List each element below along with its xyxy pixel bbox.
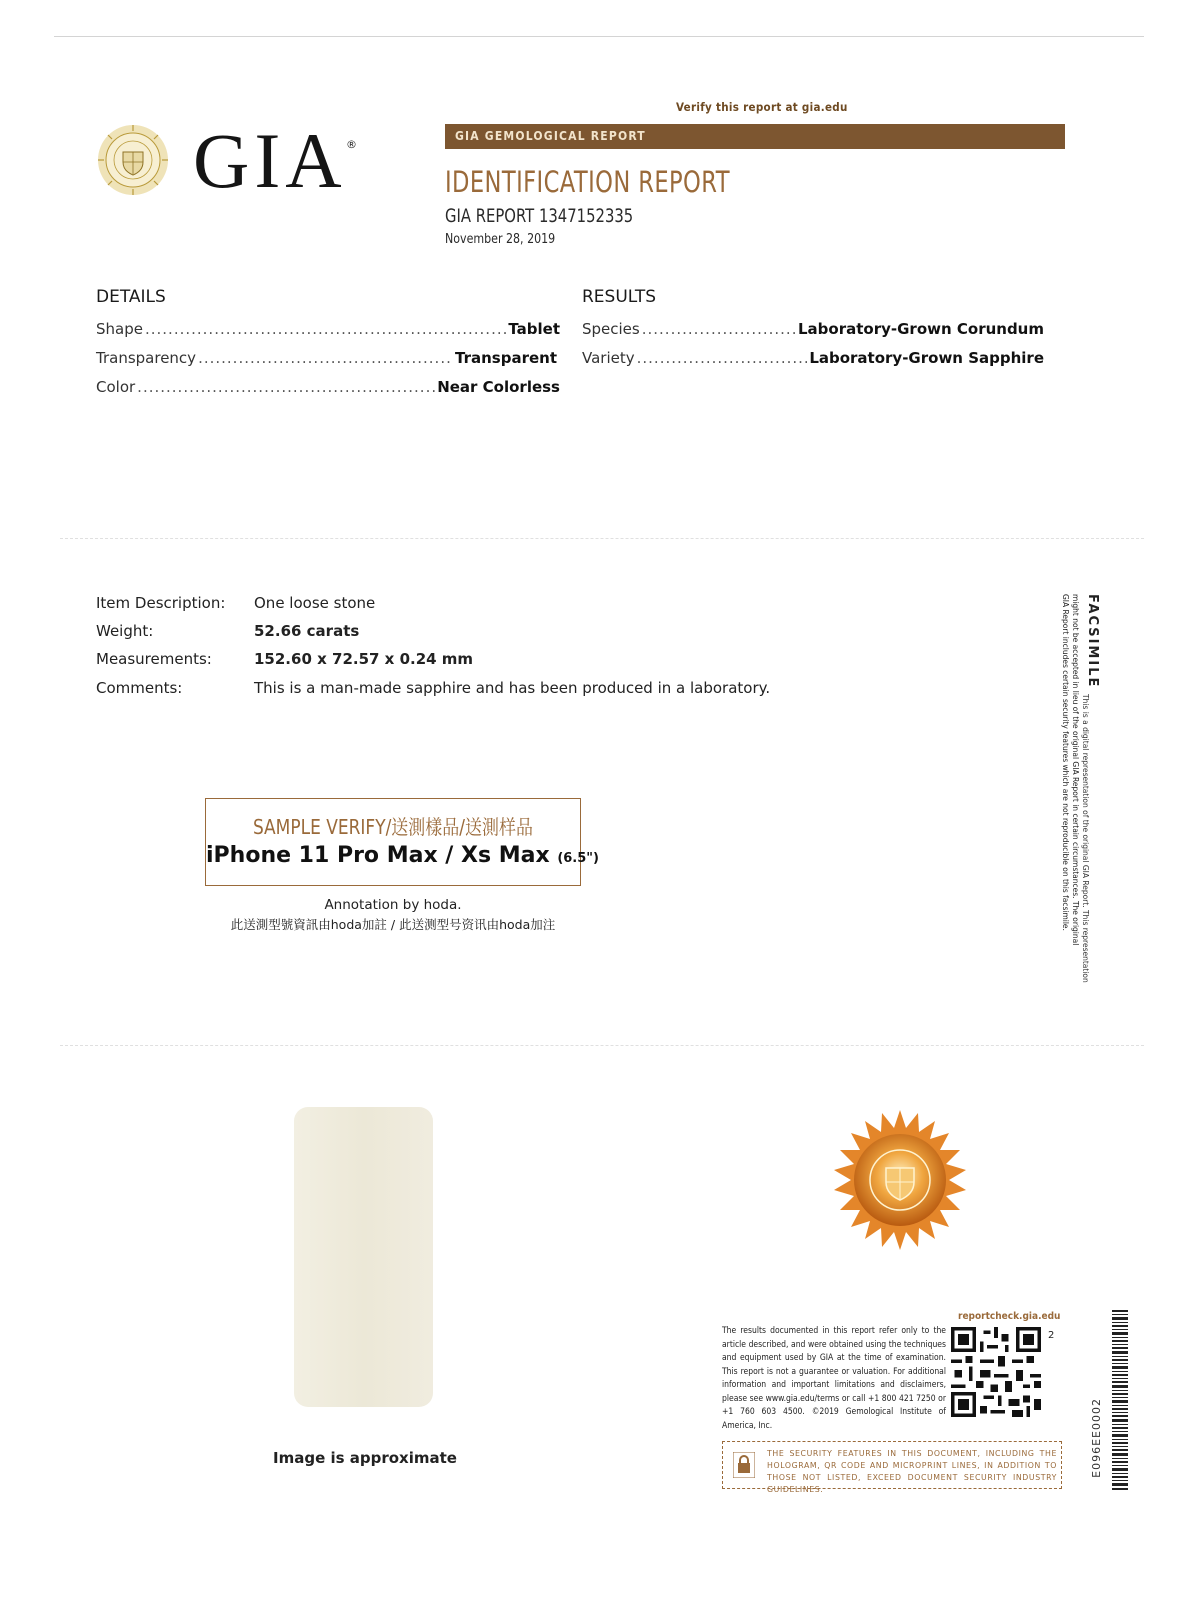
section-divider	[60, 1045, 1144, 1046]
measurements-value: 152.60 x 72.57 x 0.24 mm	[254, 650, 474, 668]
security-text: THE SECURITY FEATURES IN THIS DOCUMENT, INCLUDING THE HOLOGRAM, QR CODE AND MICROPRINT LINES, IN ADDITION TO THOSE NOT LISTED, EXCEED DOCUMENT SECURITY INDUSTRY GUIDELINES.	[767, 1449, 1057, 1494]
sample-device-model	[206, 843, 599, 868]
barcode	[1112, 1310, 1128, 1490]
detail-label: Transparency	[96, 349, 197, 367]
result-value: Laboratory-Grown Sapphire	[809, 349, 1044, 367]
detail-value: Near Colorless	[437, 378, 560, 396]
result-label: Variety	[582, 349, 635, 367]
facsimile-line-3: GIA Report includes certain security features which are not reproducible on this facsimile.	[1061, 594, 1070, 931]
sample-model-name: iPhone 11 Pro Max / Xs Max	[206, 843, 550, 868]
serial-number-text: E096EE0002	[1090, 1398, 1103, 1478]
serial-number	[1090, 1398, 1110, 1478]
facsimile-text	[1060, 594, 1090, 994]
detail-row-transparency	[96, 349, 557, 367]
detail-label: Color	[96, 378, 136, 396]
detail-value: Tablet	[508, 320, 560, 338]
item-description-value: One loose stone	[254, 594, 376, 612]
result-value: Laboratory-Grown Corundum	[797, 320, 1044, 338]
qr-code[interactable]	[951, 1327, 1041, 1417]
facsimile-title: FACSIMILE	[1085, 594, 1100, 689]
comments-label: Comments:	[96, 679, 183, 697]
hologram-seal-icon	[830, 1110, 970, 1250]
gia-logo-text: GIA	[193, 117, 347, 204]
detail-label: Shape	[96, 320, 143, 338]
results-heading: RESULTS	[582, 287, 657, 307]
sample-verify-title: SAMPLE VERIFY/送測樣品/送測样品	[252, 815, 534, 839]
disclaimer-text: The results documented in this report refer only to the article described, and were obtained using the techniques and equipment used by GIA at the time of examination. This report is not a guarantee or valuation. For additional information and important limitations and disclaimers, please see www.gia.edu/terms or call +1 800 421 7250 or +1 760 603 4500. ©2019 Gemological Institute of America, Inc.	[722, 1326, 946, 1431]
image-caption: Image is approximate	[273, 1449, 457, 1467]
measurements-label: Measurements:	[96, 650, 212, 668]
top-rule	[54, 36, 1144, 37]
report-date: November 28, 2019	[445, 232, 556, 247]
report-type-bar	[445, 124, 1065, 149]
facsimile-line-2: might not be accepted in lieu of the original GIA Report in certain circumstances. The original	[1071, 594, 1080, 946]
item-description-label: Item Description:	[96, 594, 226, 612]
annotation-credit: Annotation by hoda.	[324, 897, 462, 913]
comments-value: This is a man-made sapphire and has been produced in a laboratory.	[254, 679, 771, 697]
details-heading: DETAILS	[96, 287, 166, 307]
sample-verify-box	[205, 798, 599, 886]
result-row-variety	[582, 349, 1044, 367]
reportcheck-link[interactable]: reportcheck.gia.edu	[958, 1311, 1061, 1322]
verify-link[interactable]: Verify this report at gia.edu	[676, 100, 848, 114]
registered-mark: ®	[346, 138, 357, 151]
report-type-label: GIA GEMOLOGICAL REPORT	[455, 129, 646, 143]
result-row-species	[582, 320, 1044, 338]
annotation-credit-chinese: 此送測型號資訊由hoda加註 / 此送测型号资讯由hoda加注	[230, 917, 556, 932]
gia-seal-icon	[97, 124, 169, 196]
section-divider	[60, 538, 1144, 539]
report-number: GIA REPORT 1347152335	[445, 205, 634, 227]
qr-number: 2	[1048, 1330, 1055, 1341]
detail-row-shape	[96, 320, 560, 338]
sample-model-size: (6.5")	[557, 851, 599, 866]
detail-row-color	[96, 378, 560, 396]
detail-value: Transparent	[455, 349, 557, 367]
weight-label: Weight:	[96, 622, 154, 640]
facsimile-line-1: This is a digital representation of the original GIA Report. This representation	[1081, 694, 1090, 983]
lock-icon	[733, 1452, 755, 1478]
weight-value: 52.66 carats	[254, 622, 360, 640]
document-title: IDENTIFICATION REPORT	[445, 165, 730, 199]
stone-image	[294, 1107, 433, 1407]
result-label: Species	[582, 320, 640, 338]
security-notice	[722, 1441, 1062, 1494]
